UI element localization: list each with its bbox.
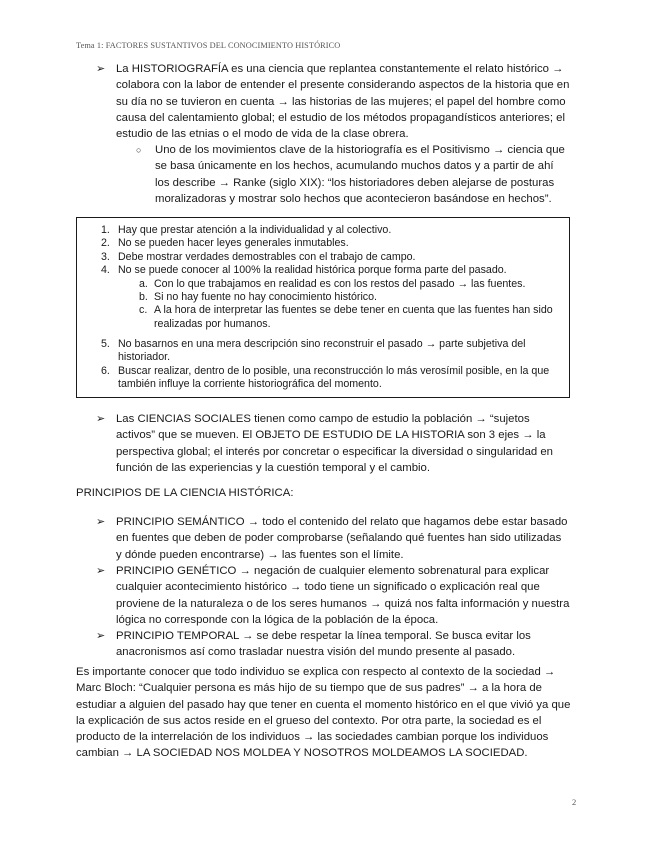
item-letter: c. <box>139 304 148 317</box>
item-text: No se puede conocer al 100% la realidad histórica porque forma parte del pasado. <box>118 264 507 277</box>
arrow-bullet-icon: ➢ <box>96 63 106 75</box>
item-letter: a. <box>139 277 148 290</box>
item-text: Si no hay fuente no hay conocimiento histórico. <box>154 291 377 303</box>
bullet-text: PRINCIPIO TEMPORAL → se debe respetar la línea temporal. Se busca evitar los anacronismos así como trasladar nuestra visión del mundo presente al pasado. <box>116 630 531 659</box>
sub-list-item <box>91 278 563 291</box>
item-text: Debe mostrar verdades demostrables con el trabajo de campo. <box>118 250 416 263</box>
section-title: PRINCIPIOS DE LA CIENCIA HISTÓRICA: <box>76 487 294 499</box>
list-item <box>91 365 563 392</box>
list-item <box>91 264 563 277</box>
arrow-bullet-icon: ➢ <box>96 565 106 577</box>
bullet-principio-temporal <box>96 628 570 661</box>
principles-box <box>76 217 570 398</box>
item-text: No se pueden hacer leyes generales inmutables. <box>118 237 349 250</box>
numbered-list-continued <box>91 338 563 392</box>
item-text: Buscar realizar, dentro de lo posible, una reconstrucción lo más verosímil posible, en la que también influye la corriente historiográfica del momento. <box>118 364 550 391</box>
arrow-bullet-icon: ➢ <box>96 413 106 425</box>
bullet-principio-genetico <box>96 563 570 628</box>
bullet-principio-semantico <box>96 514 570 563</box>
bullet-historiografia <box>96 61 570 142</box>
bullet-ciencias-sociales <box>96 411 570 476</box>
item-number: 1. <box>101 224 110 236</box>
item-text: A la hora de interpretar las fuentes se debe tener en cuenta que las fuentes han sido realizadas por humanos. <box>154 304 553 330</box>
sub-bullet-text: Uno de los movimientos clave de la historiografía es el Positivismo → ciencia que se basa únicamente en los hechos, acumulando muchos datos y a partir de ahí los describe → Ranke (siglo XIX): “los historiadores deben alejarse de posturas moralizadoras y mostrar solo hechos que acontecieron basándose en hechos”. <box>155 144 565 205</box>
list-item <box>91 251 563 264</box>
numbered-list <box>91 224 563 278</box>
closing-paragraph: Es importante conocer que todo individuo se explica con respecto al contexto de la sociedad → Marc Bloch: “Cualquier persona es más hijo de su tiempo que de sus padres” → a la hora de estudiar a alguien del pasado hay que tener en cuenta el momento histórico en el que vivió ya que la explicación de sus actos reside en el grueso del contexto. Por otra parte, la sociedad es el producto de la interrelación de los individuos → las sociedades cambian porque los individuos cambian → LA SOCIEDAD NOS MOLDEA Y NOSOTROS MOLDEAMOS LA SOCIEDAD. <box>76 666 571 760</box>
item-number: 5. <box>101 338 110 350</box>
bullet-text: Las CIENCIAS SOCIALES tienen como campo de estudio la población → “sujetos activos” que se mueven. El OBJETO DE ESTUDIO DE LA HISTORIA son 3 ejes → la perspectiva global; el interés por concretar o especificar la diversidad o singularidad en función de las experiencias y la cuestión temporal y el cambio. <box>116 413 553 474</box>
arrow-bullet-icon: ➢ <box>96 630 106 642</box>
item-number: 4. <box>101 264 110 277</box>
item-text: Hay que prestar atención a la individualidad y al colectivo. <box>118 224 392 236</box>
item-number: 2. <box>101 237 110 250</box>
item-text: No basarnos en una mera descripción sino reconstruir el pasado → parte subjetiva del historiador. <box>118 338 526 364</box>
list-item <box>91 224 563 237</box>
item-number: 3. <box>101 250 110 263</box>
list-item <box>91 338 563 365</box>
lettered-sublist <box>91 278 563 332</box>
item-number: 6. <box>101 364 110 377</box>
sub-list-item <box>91 304 563 331</box>
circle-bullet-icon: ○ <box>136 145 142 155</box>
page-number: 2 <box>572 797 577 807</box>
page-header: Tema 1: FACTORES SUSTANTIVOS DEL CONOCIMIENTO HISTÓRICO <box>76 41 341 50</box>
bullet-text: La HISTORIOGRAFÍA es una ciencia que replantea constantemente el relato histórico → colabora con la labor de entender el presente considerando aspectos de la historia que en su día no se tuvieron en cuenta → las historias de las mujeres; el papel del hombre como causa del calentamiento global; el estudio de los métodos propagandísticos anteriores; el estudio de las etnias o el modo de vida de la clase obrera. <box>116 63 570 141</box>
item-text: Con lo que trabajamos en realidad es con los restos del pasado → las fuentes. <box>154 277 526 290</box>
list-item <box>91 237 563 250</box>
bullet-text: PRINCIPIO GENÉTICO → negación de cualquier elemento sobrenatural para explicar cualquier acontecimiento histórico → todo tiene un significado o explicación real que proviene de la naturaleza o de los seres humanos → quizá nos falta información y nuestra lógica no corresponde con la lógica de la población de la época. <box>116 565 570 626</box>
sub-list-item <box>91 291 563 304</box>
bullet-text: PRINCIPIO SEMÁNTICO → todo el contenido del relato que hagamos debe estar basado en fuentes que deben de poder comprobarse (señalando qué fuentes han sido utilizadas y dónde pueden encontrarse) → las fuentes son el límite. <box>116 516 568 561</box>
sub-bullet-positivismo <box>136 142 570 207</box>
item-letter: b. <box>139 291 148 303</box>
arrow-bullet-icon: ➢ <box>96 516 106 528</box>
